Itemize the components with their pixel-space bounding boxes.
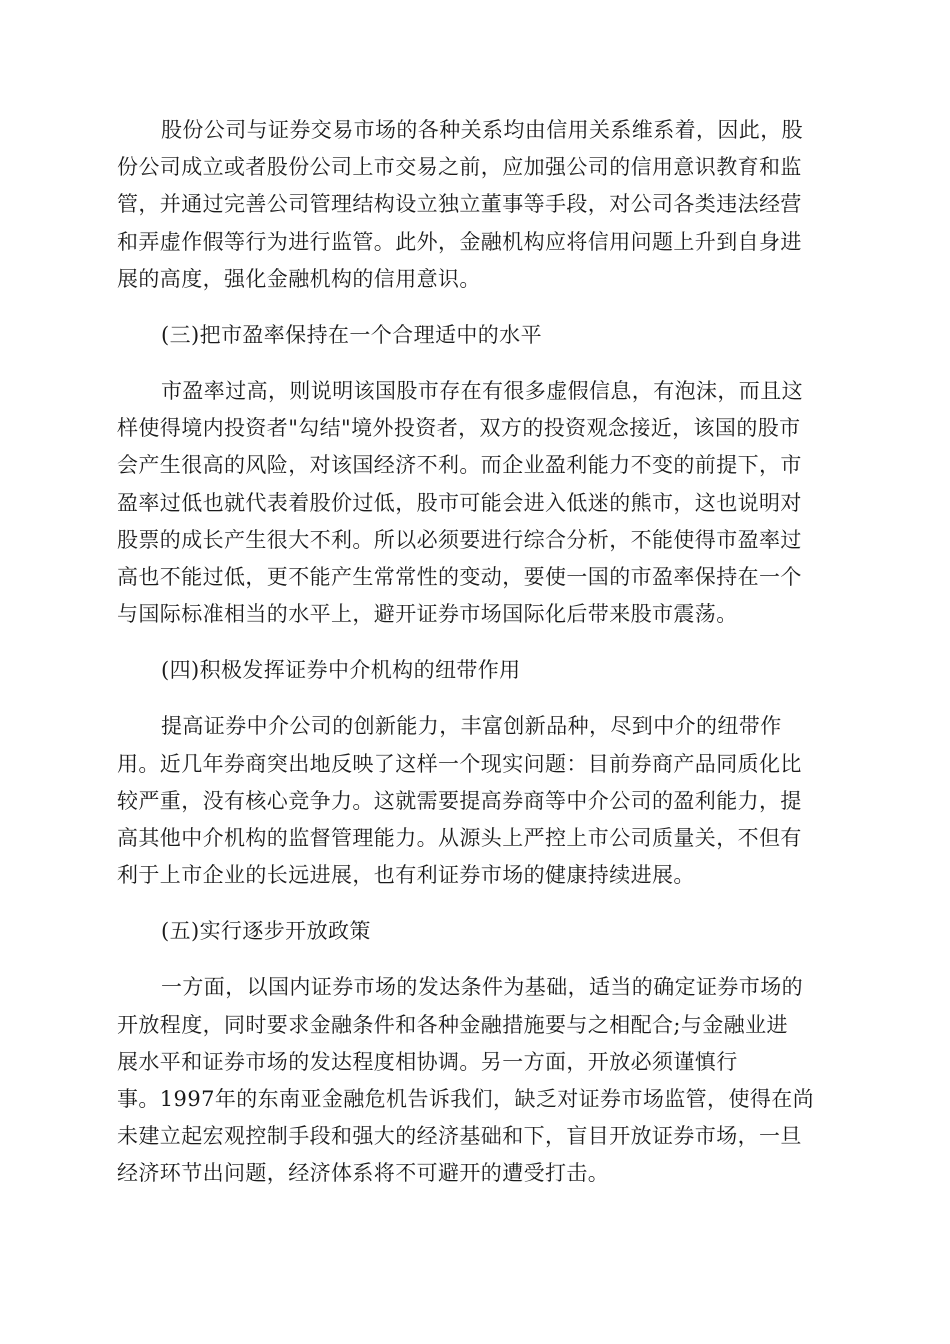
paragraph-pe-ratio <box>117 373 833 633</box>
text-line: 股份公司与证券交易市场的各种关系均由信用关系维系着，因此，股 <box>161 118 803 142</box>
text-line: 样使得境内投资者"勾结"境外投资者，双方的投资观念接近，该国的股市 <box>117 416 801 441</box>
text-line: 未建立起宏观控制手段和强大的经济基础和下，盲目开放证券市场，一旦 <box>117 1124 802 1149</box>
document-page <box>117 112 833 1212</box>
text-line: 盈率过低也就代表着股价过低，股市可能会进入低迷的熊市，这也说明对 <box>117 490 802 515</box>
text-line: 管，并通过完善公司管理结构设立独立董事等手段，对公司各类违法经营 <box>117 192 802 217</box>
section-heading-4: (四)积极发挥证券中介机构的纽带作用 <box>161 658 521 683</box>
text-line: 高也不能过低，更不能产生常常性的变动，要使一国的市盈率保持在一个 <box>117 565 802 590</box>
text-line: 会产生很高的风险，对该国经济不利。而企业盈利能力不变的前提下，市 <box>117 453 802 478</box>
text-line: 展的高度，强化金融机构的信用意识。 <box>117 266 481 291</box>
text-line: 较严重，没有核心竞争力。这就需要提高券商等中介公司的盈利能力，提 <box>117 788 802 813</box>
paragraph-gradual-opening <box>117 969 833 1192</box>
text-line: 提高证券中介公司的创新能力，丰富创新品种，尽到中介的纽带作 <box>161 714 782 739</box>
text-line: 份公司成立或者股份公司上市交易之前，应加强公司的信用意识教育和监 <box>117 155 802 180</box>
text-line: 和弄虚作假等行为进行监管。此外，金融机构应将信用问题上升到自身进 <box>117 229 802 254</box>
text-line: 股票的成长产生很大不利。所以必须要进行综合分析，不能使得市盈率过 <box>117 527 802 552</box>
text-line: 一方面，以国内证券市场的发达条件为基础，适当的确定证券市场的 <box>161 975 803 1000</box>
paragraph-credit-supervision <box>117 112 833 298</box>
text-line: 经济环节出问题，经济体系将不可避开的遭受打击。 <box>117 1161 610 1186</box>
text-line: 开放程度，同时要求金融条件和各种金融措施要与之相配合;与金融业进 <box>117 1012 788 1037</box>
text-line: 利于上市企业的长远进展，也有利证券市场的健康持续进展。 <box>117 863 695 888</box>
paragraph-intermediaries <box>117 708 833 894</box>
section-heading-3: (三)把市盈率保持在一个合理适中的水平 <box>161 323 542 348</box>
section-heading-5: (五)实行逐步开放政策 <box>161 919 371 944</box>
text-line: 与国际标准相当的水平上，避开证券市场国际化后带来股市震荡。 <box>117 602 738 627</box>
text-line: 事。1997年的东南亚金融危机告诉我们，缺乏对证券市场监管，使得在尚 <box>117 1087 815 1112</box>
text-line: 高其他中介机构的监督管理能力。从源头上严控上市公司质量关，不但有 <box>117 826 802 851</box>
text-line: 展水平和证券市场的发达程度相协调。另一方面，开放必须谨慎行 <box>117 1049 738 1074</box>
text-line: 市盈率过高，则说明该国股市存在有很多虚假信息，有泡沫，而且这 <box>161 379 803 404</box>
text-line: 用。近几年券商突出地反映了这样一个现实问题：目前券商产品同质化比 <box>117 751 802 776</box>
